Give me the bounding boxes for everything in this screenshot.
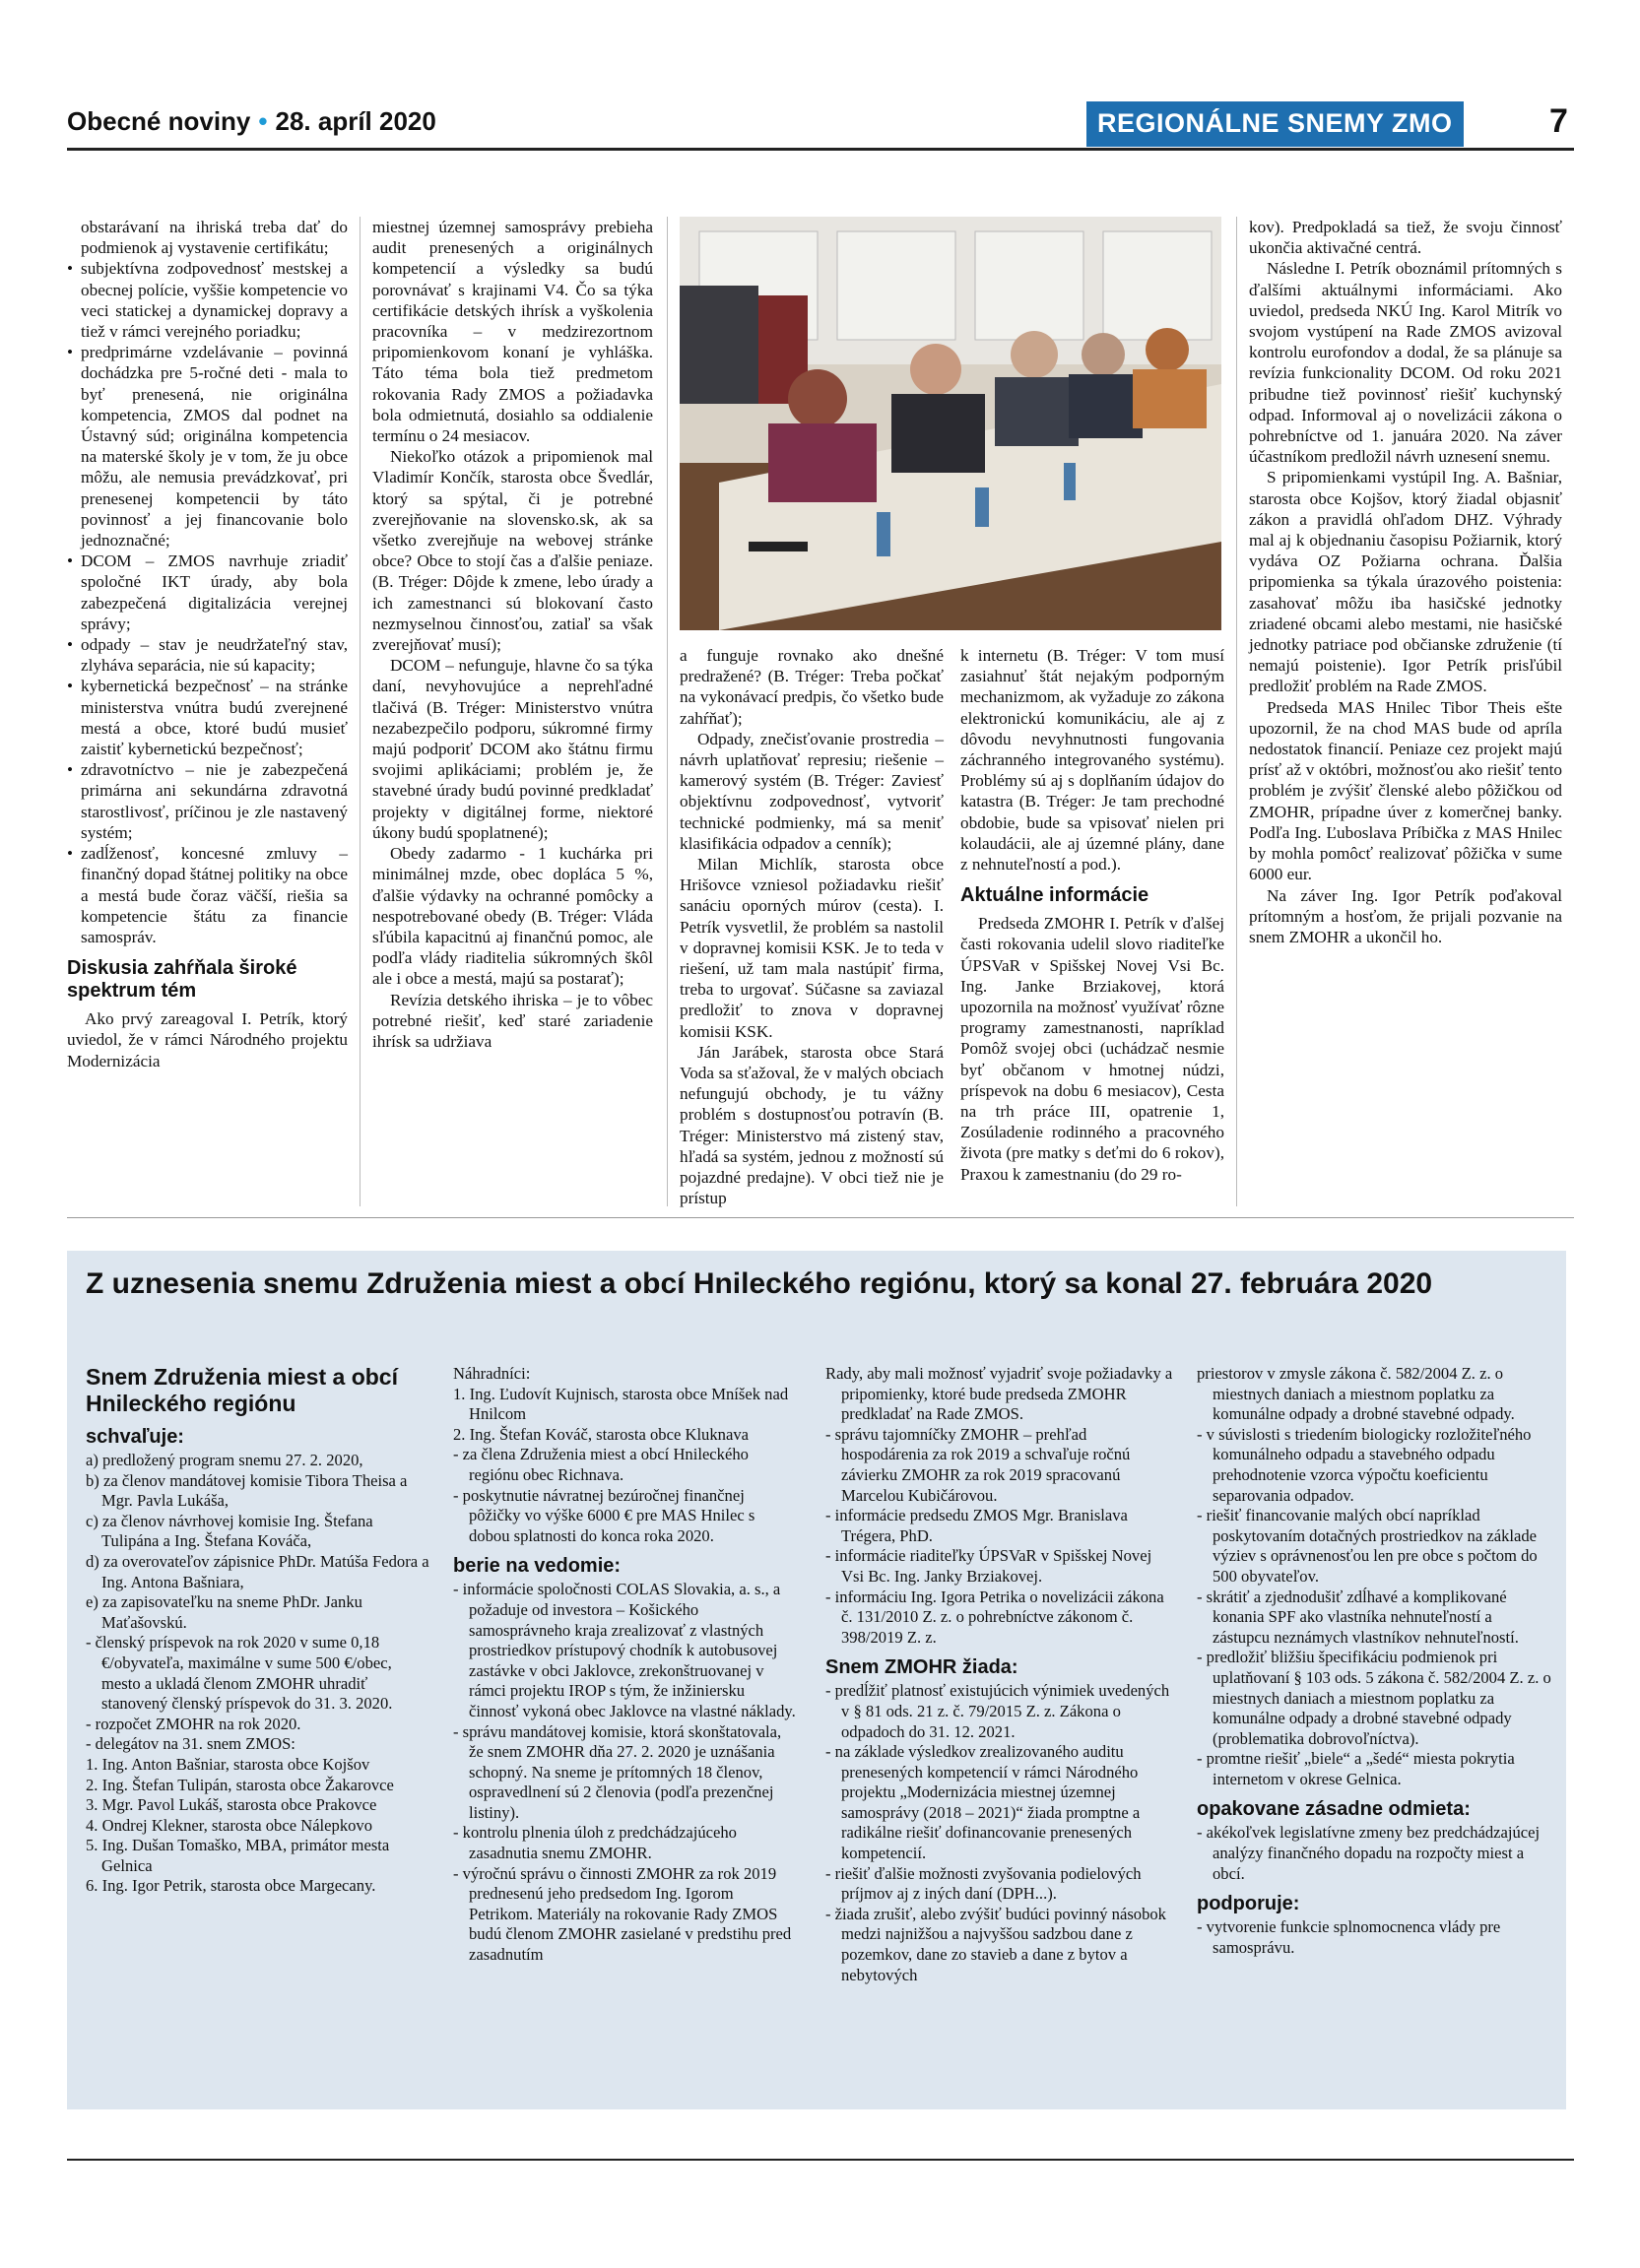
article-column-4 bbox=[960, 645, 1224, 1185]
list-item: e) za zapisovateľku na sneme PhDr. Janku Maťašovskú. bbox=[86, 1592, 362, 1632]
paragraph: Predseda MAS Hnilec Tibor Theis ešte upozornil, že na chod MAS bude od apríla nedostatok financií. Peniaze cez projekt majú prísť až v októbri, možnosťou ako riešiť tento problém je zvýšiť členské alebo pôžičkou od ZMOHR, prípadne úver z komerčnej banky. Podľa Ing. Ľuboslava Príbička z MAS Hnilec by mohla pomôcť realizovať pôžička v sume 6000 eur. bbox=[1249, 697, 1562, 884]
list-item: • predprimárne vzdelávanie – povinná dochádzka pre 5-ročné deti - mala to byť prenesená, nie originálna kompetencia, ZMOS dal podnet na Ústavný súd; originálna kompetencia na materské školy je v tom, že ju obce môžu, ale nemusia prevádzkovať, pri prenesenej kompetencii by táto povinnosť a jej financovanie bolo jednoznačné; bbox=[67, 342, 348, 551]
paragraph: a funguje rovnako ako dnešné predražené? (B. Tréger: Treba počkať na vykonávací predpis, čo všetko bude zahŕňať); bbox=[680, 646, 944, 728]
header-rule bbox=[67, 148, 1574, 151]
list-item: - správu tajomníčky ZMOHR – prehľad hospodárenia za rok 2019 a schvaľuje ročnú závierku ZMOHR za rok 2019 spracovanú Marcelou Kubičárovou. bbox=[825, 1424, 1131, 1505]
list-item: b) za členov mandátovej komisie Tibora Theisa a Mgr. Pavla Lukáša, bbox=[86, 1470, 408, 1511]
list-item: 3. Mgr. Pavol Lukáš, starosta obce Prakovce bbox=[86, 1795, 377, 1815]
list-item: • zadĺženosť, koncesné zmluvy – finančný dopad štátnej politiky na obce a mestá bude čoraz väčší, riešia sa kompetencie štátu za financie samospráv. bbox=[67, 843, 348, 947]
paragraph: k internetu (B. Tréger: V tom musí zasiahnuť štát nejakým podporným mechanizmom, ak vyžaduje zo zákona elektronickú komunikáciu, ale aj z dôvodu nevyhnutnosti fungovania záchranného integrovaného systému). Problémy sú aj s doplňaním údajov do katastra (B. Tréger: Je tam prechodné obdobie, bude sa vpisovať nielen pri kolaudácii, ale aj územné plány, dane z nehnuteľností a pod.). bbox=[960, 646, 1224, 875]
paragraph: obstarávaní na ihriská treba dať do podmienok aj vystavenie certifikátu; bbox=[81, 218, 348, 258]
separator-dot: • bbox=[258, 106, 268, 136]
list-item: Náhradníci: bbox=[453, 1364, 531, 1383]
list-item: - informácie predsedu ZMOS Mgr. Branislava Trégera, PhD. bbox=[825, 1506, 1128, 1545]
list-item: - rozpočet ZMOHR na rok 2020. bbox=[86, 1714, 301, 1733]
masthead bbox=[67, 106, 436, 137]
section-divider bbox=[67, 1217, 1574, 1218]
subheading: Aktuálne informácie bbox=[960, 884, 1149, 907]
meeting-photo bbox=[680, 217, 1221, 630]
article-column-1 bbox=[67, 217, 348, 1071]
list-item: - promtne riešiť „biele“ a „šedé“ miesta pokrytia internetom v okrese Gelnica. bbox=[1197, 1749, 1515, 1788]
resolution-title: Z uznesenia snemu Združenia miest a obcí Hnileckého regiónu, ktorý sa konal 27. februára 2020 bbox=[86, 1267, 1433, 1300]
resolution-column-2 bbox=[453, 1364, 798, 1966]
list-item: 1. Ing. Anton Bašniar, starosta obce Kojšov bbox=[86, 1754, 370, 1774]
list-item: - členský príspevok na rok 2020 v sume 0,18 €/obyvateľa, maximálne v sume 500 €/obec, mesto a ukladá členom ZMOHR uhradiť stanovený členský príspevok do 31. 3. 2020. bbox=[86, 1633, 393, 1714]
paragraph: DCOM – nefunguje, hlavne čo sa týka daní, nevyhovujúce a neprehľadné tlačivá (B. Tréger: Ministerstvo vnútra nezabezpečilo podporu, súkromné firmy majú podporiť DCOM ako štátnu firmu svojimi aplikáciami; problém je, že stavebné úrady budú povinné predkladať projekty v digitálnej forme, niektoré úkony budú spoplatnené); bbox=[372, 656, 653, 842]
issue-date: 28. apríl 2020 bbox=[275, 106, 436, 136]
list-item: - výročnú správu o činnosti ZMOHR za rok 2019 prednesenú jeho predsedom Ing. Igorom Petrikom. Materiály na rokovanie Rady ZMOS budú členom ZMOHR zasielané v predstihu pred zasadnutím bbox=[453, 1863, 792, 1965]
list-item: - predĺžiť platnosť existujúcich výnimiek uvedených v § 81 ods. 21 z. č. 79/2015 Z. z. Zákona o odpadoch do 31. 12. 2021. bbox=[825, 1681, 1170, 1741]
list-item: - vytvorenie funkcie splnomocnenca vlády pre samosprávu. bbox=[1197, 1917, 1501, 1957]
list-item: - žiada zrušiť, alebo zvýšiť budúci povinný násobok medzi najnižšou a najvyššou sadzbou dane z pozemkov, dane zo stavieb a dane z bytov a nebytových bbox=[825, 1904, 1166, 1984]
list-item: - v súvislosti s triedením biologicky rozložiteľného komunálneho odpadu a stavebného odpadu prehodnotenie vzorca výpočtu koeficientu separovania odpadov. bbox=[1197, 1424, 1532, 1505]
list-item: c) za členov návrhovej komisie Ing. Štefana Tulipána a Ing. Štefana Kováča, bbox=[86, 1511, 373, 1551]
paragraph: Milan Michlík, starosta obce Hrišovce vzniesol požiadavku riešiť sanáciu oporných múrov (cesta). I. Petrík vysvetlil, že problém sa nastolil v dopravnej komisii KSK. Je to teda v riešení, už tam mala nastúpiť firma, treba to urgovať. Súčasne sa zaviazal predložiť to znova v dopravnej komisii KSK. bbox=[680, 855, 944, 1041]
list-item: - správu mandátovej komisie, ktorá skonštatovala, že snem ZMOHR dňa 27. 2. 2020 je uznášania schopný. Na sneme je prítomných 18 členov, ospravedlnení sú 2 členovia (podľa prezenčnej listiny). bbox=[453, 1721, 782, 1822]
list-item: - informácie riaditeľky ÚPSVaR v Spišskej Novej Vsi Bc. Ing. Janky Brziakovej. bbox=[825, 1546, 1152, 1586]
list-item: - riešiť ďalšie možnosti zvyšovania podielových príjmov aj z iných daní (DPH...). bbox=[825, 1863, 1142, 1904]
paper-name: Obecné noviny bbox=[67, 106, 251, 136]
resolution-column-1 bbox=[86, 1364, 430, 1897]
list-item: • odpady – stav je neudržateľný stav, zlyháva separácia, nie sú kapacity; bbox=[67, 634, 348, 676]
paragraph: miestnej územnej samosprávy prebieha audit prenesených a originálnych kompetencií a výsledky sa budú porovnávať s krajinami V4. Čo sa týka certifikácie detských ihrísk a vyškolenia pracovníka – v medzirezortnom pripomienkovom konaní je vyhláška. Táto téma bola tiež predmetom rokovania Rady ZMOS a požiadavka bola odmietnutá, dosiahlo sa oddialenie termínu o 24 mesiacov. bbox=[372, 218, 653, 446]
paragraph: Obedy zadarmo - 1 kuchárka pri minimálnej mzde, obec dopláca 5 %, ďalšie výdavky na ochranné pomôcky a nespotrebované obedy (B. Tréger: Vláda sľúbila kapacitnú aj finančnú pomoc, ale podľa vlády riaditelia súkromných škôl ale i obce a mestá, majú sa postarať); bbox=[372, 844, 653, 989]
resolution-heading: Snem Združenia miest a obcí Hnileckého regiónu bbox=[86, 1364, 398, 1416]
list-item: 5. Ing. Dušan Tomaško, MBA, primátor mesta Gelnica bbox=[86, 1836, 390, 1875]
list-item: • zdravotníctvo – nie je zabezpečená primárna ani sekundárna zdravotná starostlivosť, príčinou je zle nastavený systém; bbox=[67, 759, 348, 843]
list-item: 1. Ing. Ľudovít Kujnisch, starosta obce Mníšek nad Hnilcom bbox=[453, 1384, 789, 1424]
column-divider bbox=[1236, 217, 1237, 1206]
list-item: • subjektívna zodpovednosť mestskej a obecnej polície, vyššie kompetencie vo veci statickej a dynamickej dopravy a tiež v rámci verejného poriadku; bbox=[67, 258, 348, 342]
list-item: - poskytnutie návratnej bezúročnej finančnej pôžičky vo výške 6000 € pre MAS Hnilec s dobou splatnosti do konca roka 2020. bbox=[453, 1485, 755, 1545]
resolution-subheading: opakovane zásadne odmieta: bbox=[1197, 1798, 1471, 1821]
list-item: d) za overovateľov zápisnice PhDr. Matúša Fedora a Ing. Antona Bašniara, bbox=[86, 1551, 429, 1591]
list-item: 6. Ing. Igor Petrik, starosta obce Margecany. bbox=[86, 1876, 376, 1896]
paragraph: Ako prvý zareagoval I. Petrík, ktorý uviedol, že v rámci Národného projektu Modernizácia bbox=[67, 1009, 348, 1070]
paragraph: kov). Predpokladá sa tiež, že svoju činnosť ukončia aktivačné centrá. bbox=[1249, 218, 1562, 258]
paragraph: Revízia detského ihriska – je to vôbec potrebné riešiť, keď staré zariadenie ihrísk sa udržiava bbox=[372, 990, 653, 1051]
paragraph: S pripomienkami vystúpil Ing. A. Bašniar, starosta obce Kojšov, ktorý žiadal objasniť zákon a pravidlá ohľadom DHZ. Výhrady mal aj k objednaniu časopisu Požiarnik, ktorý vydáva OZ Požiarna ochrana. Ďalšia pripomienka sa týkala úrazového poistenia: zasahovať môžu iba hasičské jednotky zriadené obcami alebo mestami, nie hasičské jednotky patriace pod občianske združenie (tí nemajú poistenie). Igor Petrík prisľúbil predložiť problém na Rade ZMOS. bbox=[1249, 468, 1562, 696]
column-divider bbox=[667, 217, 668, 1206]
paragraph: Na záver Ing. Igor Petrík poďakoval prítomným a hosťom, že prijali pozvanie na snem ZMOHR a ukončil ho. bbox=[1249, 885, 1562, 946]
paragraph: Následne I. Petrík oboznámil prítomných s ďalšími aktuálnymi informáciami. Ako uviedol, predseda NKÚ Ing. Karol Mitrík vo svojom vystúpení na Rade ZMOS avizoval kontrolu eurofondov a dodal, že sa plánuje sa revízia funkcionality DCOM. Od roku 2021 pribudne tiež povinnosť riešiť kuchynský odpad. Informoval aj o novelizácii zákona o pohrebníctve od 1. januára 2020. Na záver účastníkom predložil návrh uznesení snemu. bbox=[1249, 259, 1562, 467]
list-item: - delegátov na 31. snem ZMOS: bbox=[86, 1734, 295, 1754]
list-item: - predložiť bližšiu špecifikáciu podmienok pri uplatňovaní § 103 ods. 5 zákona č. 582/2004 Z. z. o miestnych daniach a miestnom poplatku za komunálne odpady a drobné stavebné odpady (problematika dobrovoľníctva). bbox=[1197, 1648, 1551, 1748]
paragraph: Predseda ZMOHR I. Petrík v ďalšej časti rokovania udelil slovo riaditeľke ÚPSVaR v Spišskej Novej Vsi Bc. Ing. Janke Brziakovej, ktorá upozornila na možnosť využívať rôzne programy zamestnanosti, napríklad Pomôž svojej obci (uchádzač nesmie byť občanom v hmotnej núdzi, príspevok na dobu 6 mesiacov), Cesta na trh práce III, opatrenie 1, Zosúladenie rodinného a pracovného života (pre matky s deťmi do 6 rokov), Praxou k zamestnaniu (do 29 ro- bbox=[960, 914, 1224, 1184]
resolution-subheading: Snem ZMOHR žiada: bbox=[825, 1656, 1018, 1679]
list-item: - informáciu Ing. Igora Petrika o novelizácii zákona č. 131/2010 Z. z. o pohrebníctve zákonom č. 398/2019 Z. z. bbox=[825, 1587, 1164, 1647]
resolution-subheading: schvaľuje: bbox=[86, 1426, 184, 1448]
resolution-column-3 bbox=[825, 1364, 1175, 1985]
resolution-column-4 bbox=[1197, 1364, 1551, 1958]
column-divider bbox=[360, 217, 361, 1206]
list-item: - na základe výsledkov zrealizovaného auditu prenesených kompetencií v rámci Národného projektu „Modernizácia miestnej územnej samosprávy (2018 – 2021)“ žiada promptne a radikálne riešiť dofinancovanie prenesených kompetencií. bbox=[825, 1742, 1141, 1863]
list-item: - za člena Združenia miest a obcí Hnileckého regiónu obec Richnava. bbox=[453, 1445, 749, 1484]
page-number: 7 bbox=[1549, 102, 1568, 140]
meeting-photo-image bbox=[680, 217, 1221, 630]
resolution-subheading: berie na vedomie: bbox=[453, 1555, 622, 1578]
list-item: 2. Ing. Štefan Kováč, starosta obce Kluknava bbox=[453, 1424, 749, 1444]
section-title: REGIONÁLNE SNEMY ZMO bbox=[1086, 101, 1464, 147]
list-item: - skrátiť a zjednodušiť zdĺhavé a komplikované konania SPF ako vlastníka nehnuteľností a zástupcu neznámych vlastníkov nehnuteľností. bbox=[1197, 1587, 1519, 1647]
paragraph: Niekoľko otázok a pripomienok mal Vladimír Končík, starosta obce Švedlár, ktorý sa spýtal, či je potrebné zverejňovanie na slovensko.sk, ak sa všetko zverejňuje na webovej stránke obce? Obce to stojí čas a ďalšie peniaze. (B. Tréger: Dôjde k zmene, lebo úrady a ich zamestnanci sú blokovaní často nezmyselnou činnosťou, zatiaľ sa však zverejňovať musí); bbox=[372, 447, 653, 655]
resolution-subheading: podporuje: bbox=[1197, 1893, 1300, 1915]
article-column-3 bbox=[680, 645, 944, 1208]
paragraph: Ján Jarábek, starosta obce Stará Voda sa sťažoval, že v malých obciach nefungujú obchody, je tu vážny problém s dostupnosťou potravín (B. Tréger: Ministerstvo má zistený stav, hľadá sa systém, jednou z možností sú pojazdné predajne). V obci tiež nie je prístup bbox=[680, 1042, 944, 1208]
article-column-2 bbox=[372, 217, 653, 1052]
list-item: • DCOM – ZMOS navrhuje zriadiť spoločné IKT úrady, aby bola zabezpečená digitalizácia verejnej správy; bbox=[67, 551, 348, 634]
subheading: Diskusia zahŕňala široké spektrum tém bbox=[67, 957, 297, 1003]
list-item: - akékoľvek legislatívne zmeny bez predchádzajúcej analýzy finančného dopadu na rozpočty miest a obcí. bbox=[1197, 1823, 1541, 1883]
list-item: a) predložený program snemu 27. 2. 2020, bbox=[86, 1451, 363, 1469]
list-item: 2. Ing. Štefan Tulipán, starosta obce Žakarovce bbox=[86, 1775, 394, 1794]
article-column-5 bbox=[1249, 217, 1562, 947]
list-item: - riešiť financovanie malých obcí napríklad poskytovaním dotačných prostriedkov na základe výziev s oprávnenosťou len pre obce s počtom do 500 obyvateľov. bbox=[1197, 1506, 1538, 1586]
bullet-list bbox=[67, 258, 348, 947]
list-item: Rady, aby mali možnosť vyjadriť svoje požiadavky a pripomienky, ktoré bude predseda ZMOHR predkladať na Rade ZMOS. bbox=[825, 1364, 1173, 1424]
list-item: - informácie spoločnosti COLAS Slovakia, a. s., a požaduje od investora – Košického samosprávneho kraja zrealizovať z vlastných prostriedkov prístupový chodník k autobusovej zastávke v obci Jaklovce, zrekonštruovanej v rámci projektu IROP s tým, že inžiniersku činnosť vykoná obec Jaklovce na vlastné náklady. bbox=[453, 1580, 796, 1720]
list-item: • kybernetická bezpečnosť – na stránke ministerstva vnútra budú zverejnené mestá a obce, ktoré budú musieť zaistiť kybernetickú bezpečnosť; bbox=[67, 676, 348, 759]
list-item: 4. Ondrej Klekner, starosta obce Nálepkovo bbox=[86, 1815, 373, 1835]
list-item: priestorov v zmysle zákona č. 582/2004 Z. z. o miestnych daniach a miestnom poplatku za komunálne odpady a drobné stavebné odpady. bbox=[1197, 1364, 1515, 1424]
paragraph: Odpady, znečisťovanie prostredia – návrh uplatňovať represiu; riešenie – kamerový systém (B. Tréger: Zaviesť objektívnu zodpovednosť, vytvoriť technické podmienky, má sa meniť klasifikácia odpadov a cenník); bbox=[680, 729, 944, 853]
list-item: - kontrolu plnenia úloh z predchádzajúceho zasadnutia snemu ZMOHR. bbox=[453, 1823, 737, 1863]
footer-rule bbox=[67, 2159, 1574, 2161]
